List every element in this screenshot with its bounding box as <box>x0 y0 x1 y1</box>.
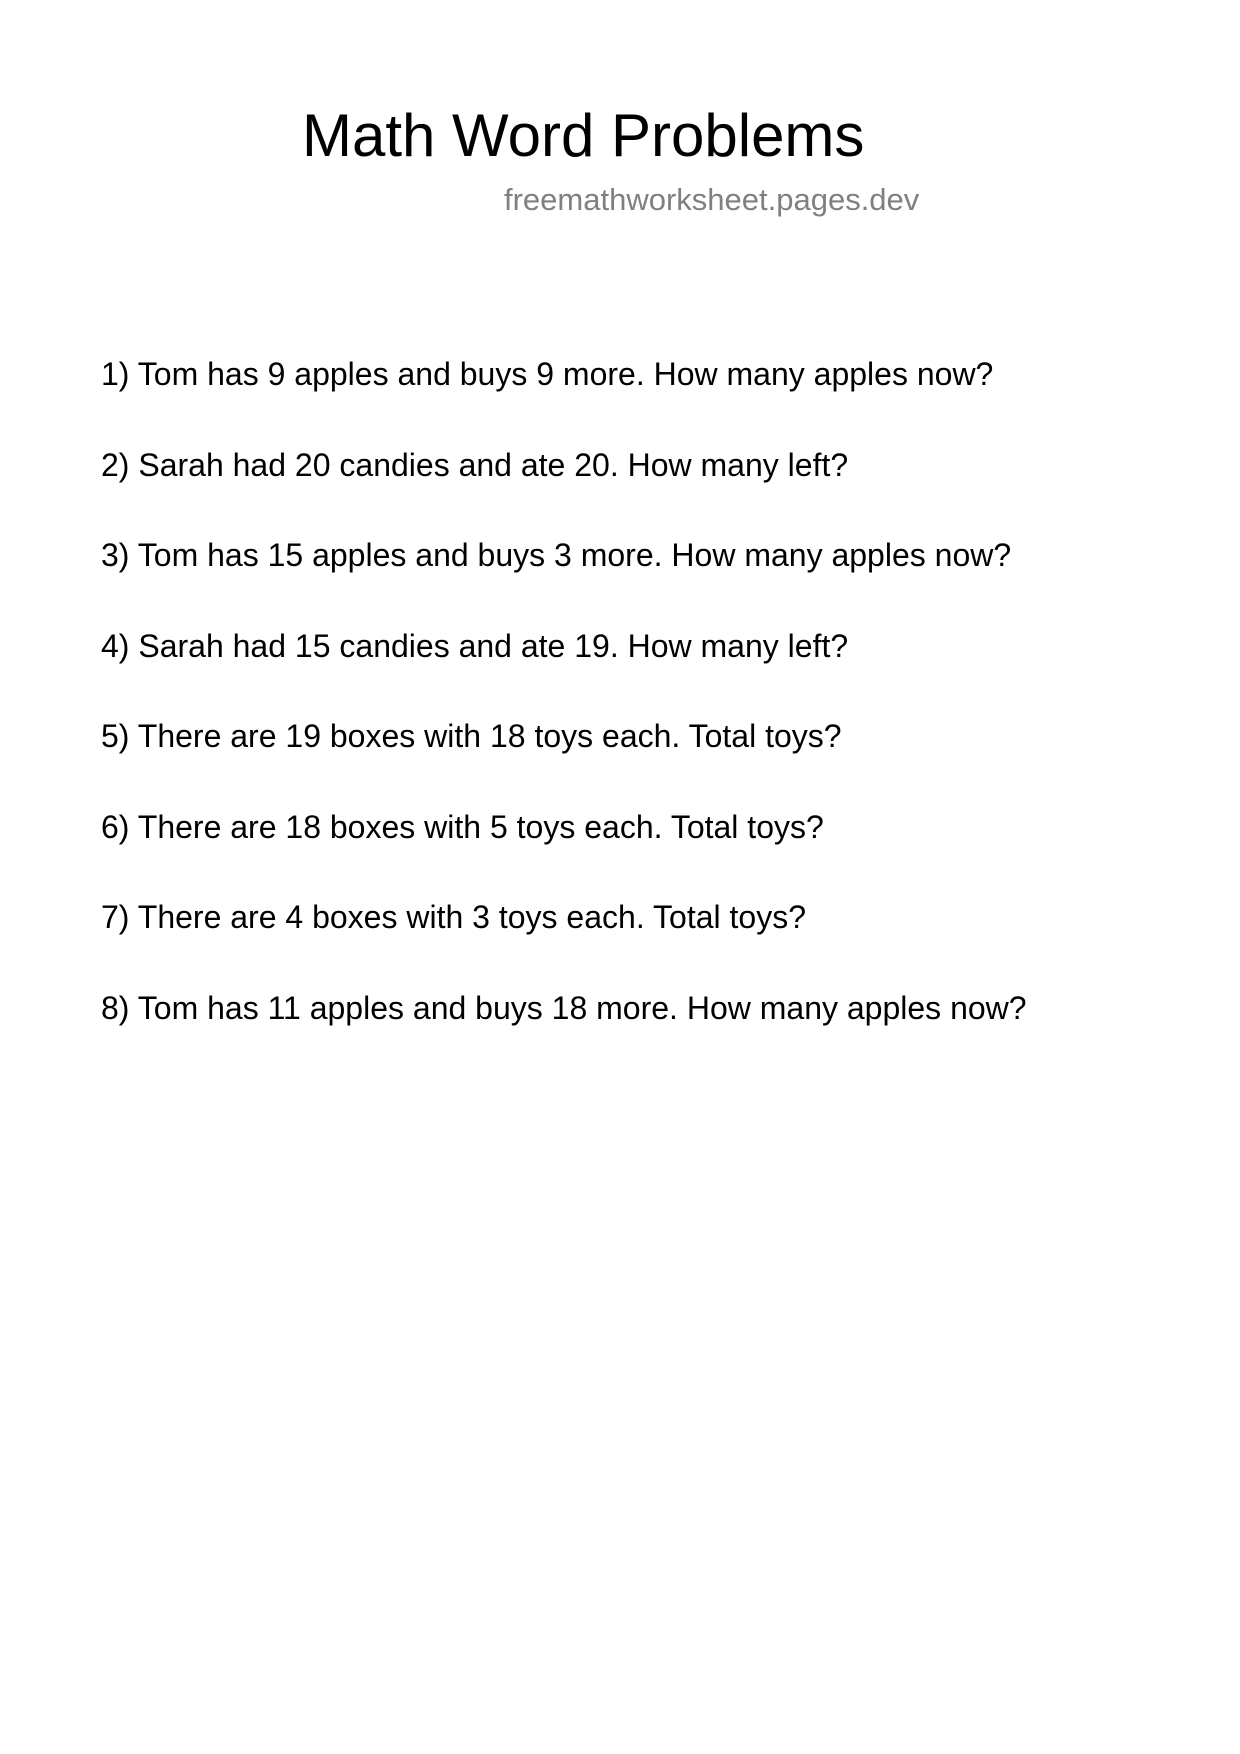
website-label: freemathworksheet.pages.dev <box>504 182 920 217</box>
page-title: Math Word Problems <box>302 102 865 169</box>
problem-item: 2) Sarah had 20 candies and ate 20. How many left? <box>101 447 849 483</box>
problem-item: 7) There are 4 boxes with 3 toys each. Total toys? <box>101 899 806 935</box>
problem-item: 6) There are 18 boxes with 5 toys each. Total toys? <box>101 809 824 845</box>
problem-item: 8) Tom has 11 apples and buys 18 more. How many apples now? <box>101 990 1027 1026</box>
problem-item: 3) Tom has 15 apples and buys 3 more. How many apples now? <box>101 537 1012 573</box>
problem-item: 5) There are 19 boxes with 18 toys each. Total toys? <box>101 718 842 754</box>
problem-item: 1) Tom has 9 apples and buys 9 more. How many apples now? <box>101 356 994 392</box>
problem-item: 4) Sarah had 15 candies and ate 19. How many left? <box>101 628 849 664</box>
